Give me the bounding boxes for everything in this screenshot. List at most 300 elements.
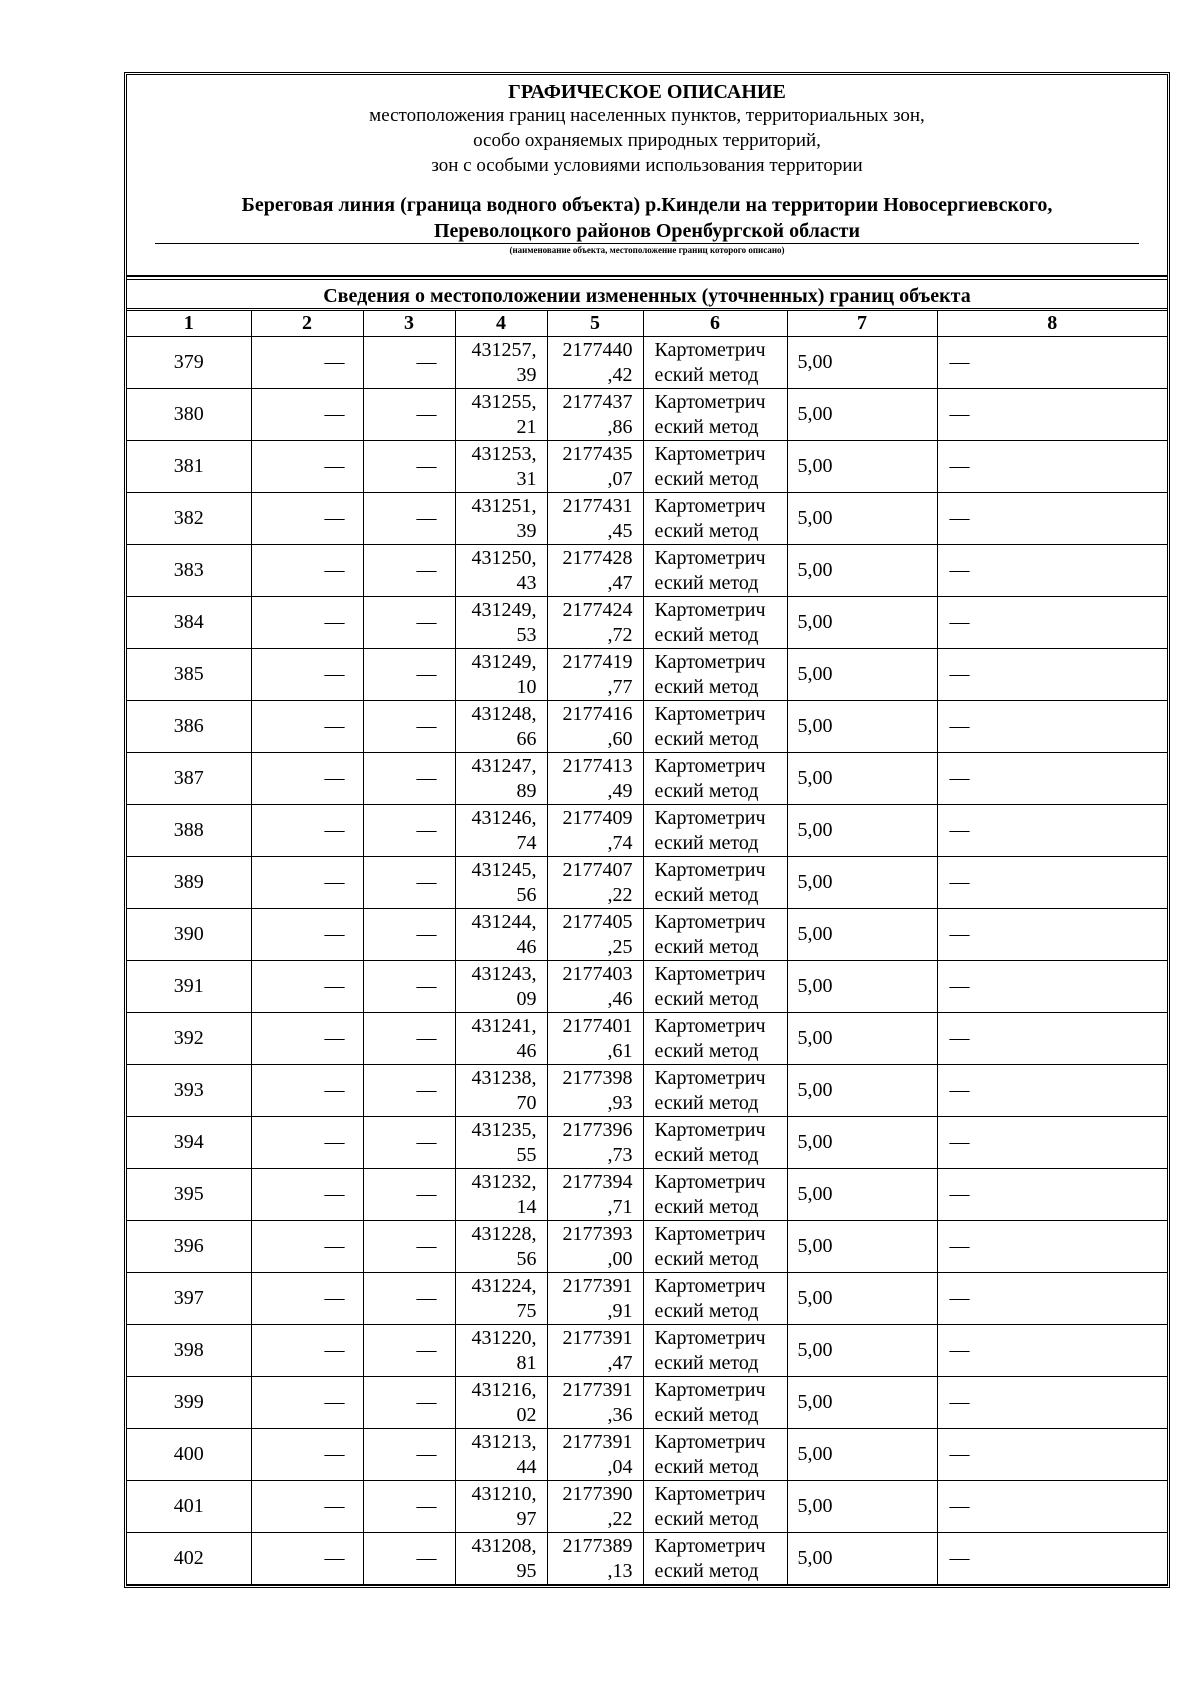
coord-x-part: 431250, — [471, 546, 537, 569]
point-number: 393 — [127, 1065, 251, 1117]
coord-y-cell — [547, 493, 643, 545]
coord-y-part: ,86 — [607, 415, 633, 438]
method-cell — [643, 493, 787, 545]
point-number: 381 — [127, 441, 251, 493]
empty-cell: — — [937, 1013, 1167, 1065]
method-text: Картометрич — [654, 1170, 766, 1193]
method-text: еский метод — [654, 675, 759, 698]
empty-cell: — — [251, 1013, 363, 1065]
coord-x-cell — [455, 1377, 547, 1429]
coord-y-part: ,47 — [607, 571, 633, 594]
object-name-line-2: Переволоцкого районов Оренбургской области — [433, 220, 861, 242]
coord-y-part: 2177394 — [562, 1170, 633, 1193]
method-cell — [643, 1117, 787, 1169]
empty-cell: — — [363, 389, 455, 441]
coord-x-cell — [455, 1429, 547, 1481]
column-number: 8 — [937, 311, 1167, 337]
coord-x-part: 81 — [516, 1351, 537, 1374]
method-text: еский метод — [654, 363, 759, 386]
coord-y-part: 2177424 — [562, 598, 633, 621]
coord-x-cell — [455, 1481, 547, 1533]
accuracy-cell: 5,00 — [787, 961, 937, 1013]
method-text: Картометрич — [654, 1378, 766, 1401]
empty-cell: — — [251, 805, 363, 857]
coord-y-part: 2177416 — [562, 702, 633, 725]
empty-cell: — — [363, 1169, 455, 1221]
coord-y-cell — [547, 441, 643, 493]
point-number: 400 — [127, 1429, 251, 1481]
coord-x-part: 56 — [516, 883, 537, 906]
point-number: 380 — [127, 389, 251, 441]
empty-cell: — — [937, 597, 1167, 649]
coord-x-cell — [455, 649, 547, 701]
accuracy-cell: 5,00 — [787, 1273, 937, 1325]
empty-cell: — — [251, 701, 363, 753]
coord-x-part: 431251, — [471, 494, 537, 517]
coord-y-part: 2177405 — [562, 910, 633, 933]
empty-cell: — — [363, 1377, 455, 1429]
coord-x-part: 89 — [516, 779, 537, 802]
table-row — [127, 1013, 1167, 1065]
coord-y-part: ,93 — [607, 1091, 633, 1114]
method-text: еский метод — [654, 1091, 759, 1114]
coord-y-cell — [547, 753, 643, 805]
column-number: 7 — [787, 311, 937, 337]
coord-x-part: 66 — [516, 727, 537, 750]
method-cell — [643, 597, 787, 649]
point-number: 392 — [127, 1013, 251, 1065]
coord-x-part: 55 — [516, 1143, 537, 1166]
coord-y-part: 2177403 — [562, 962, 633, 985]
empty-cell: — — [937, 493, 1167, 545]
coord-y-part: 2177391 — [562, 1430, 633, 1453]
accuracy-cell: 5,00 — [787, 1481, 937, 1533]
point-number: 398 — [127, 1325, 251, 1377]
method-text: еский метод — [654, 571, 759, 594]
column-number-row — [127, 311, 1167, 337]
coord-y-cell — [547, 857, 643, 909]
coord-y-cell — [547, 1429, 643, 1481]
table-row — [127, 857, 1167, 909]
coord-x-part: 431224, — [471, 1274, 537, 1297]
coord-x-part: 431232, — [471, 1170, 537, 1193]
empty-cell: — — [937, 441, 1167, 493]
coord-x-part: 74 — [516, 831, 537, 854]
coord-x-part: 431245, — [471, 858, 537, 881]
empty-cell: — — [363, 857, 455, 909]
table-row — [127, 753, 1167, 805]
coord-y-cell — [547, 1065, 643, 1117]
method-cell — [643, 649, 787, 701]
coord-x-part: 431243, — [471, 962, 537, 985]
coord-x-part: 75 — [516, 1299, 537, 1322]
accuracy-cell: 5,00 — [787, 493, 937, 545]
accuracy-cell: 5,00 — [787, 701, 937, 753]
coord-x-cell — [455, 805, 547, 857]
coord-y-part: 2177389 — [562, 1534, 633, 1557]
empty-cell: — — [363, 337, 455, 389]
empty-cell: — — [251, 337, 363, 389]
empty-cell: — — [937, 1533, 1167, 1585]
empty-cell: — — [251, 1325, 363, 1377]
method-text: Картометрич — [654, 1326, 766, 1349]
coord-y-part: 2177431 — [562, 494, 633, 517]
coord-x-part: 46 — [516, 1039, 537, 1062]
coord-x-part: 46 — [516, 935, 537, 958]
accuracy-cell: 5,00 — [787, 1117, 937, 1169]
empty-cell: — — [937, 1429, 1167, 1481]
table-row — [127, 1117, 1167, 1169]
table-body — [127, 311, 1167, 1585]
empty-cell: — — [937, 961, 1167, 1013]
method-text: еский метод — [654, 1143, 759, 1166]
empty-cell: — — [363, 1429, 455, 1481]
method-cell — [643, 961, 787, 1013]
empty-cell: — — [937, 1325, 1167, 1377]
coord-y-part: ,71 — [607, 1195, 633, 1218]
coord-x-part: 431210, — [471, 1482, 537, 1505]
coord-x-part: 431248, — [471, 702, 537, 725]
point-number: 382 — [127, 493, 251, 545]
empty-cell: — — [937, 649, 1167, 701]
empty-cell: — — [251, 1169, 363, 1221]
empty-cell: — — [251, 1429, 363, 1481]
empty-cell: — — [937, 545, 1167, 597]
table-row — [127, 909, 1167, 961]
method-cell — [643, 1169, 787, 1221]
method-cell — [643, 909, 787, 961]
method-cell — [643, 1065, 787, 1117]
coord-x-part: 14 — [516, 1195, 537, 1218]
coord-y-part: 2177435 — [562, 442, 633, 465]
coord-x-part: 431249, — [471, 598, 537, 621]
table-row — [127, 701, 1167, 753]
document-title: ГРАФИЧЕСКОЕ ОПИСАНИЕ — [508, 81, 786, 103]
coord-x-cell — [455, 389, 547, 441]
coord-x-part: 39 — [516, 363, 537, 386]
coord-y-part: ,00 — [607, 1247, 633, 1270]
table-row — [127, 1533, 1167, 1585]
table-row — [127, 1169, 1167, 1221]
coord-x-part: 431220, — [471, 1326, 537, 1349]
point-number: 390 — [127, 909, 251, 961]
empty-cell: — — [937, 389, 1167, 441]
point-number: 389 — [127, 857, 251, 909]
empty-cell: — — [363, 1065, 455, 1117]
point-number: 384 — [127, 597, 251, 649]
method-cell — [643, 701, 787, 753]
empty-cell: — — [937, 1221, 1167, 1273]
method-cell — [643, 805, 787, 857]
accuracy-cell: 5,00 — [787, 753, 937, 805]
coord-x-part: 39 — [516, 519, 537, 542]
empty-cell: — — [937, 753, 1167, 805]
coord-y-part: 2177401 — [562, 1014, 633, 1037]
empty-cell: — — [363, 805, 455, 857]
coord-x-cell — [455, 1013, 547, 1065]
coord-y-part: 2177391 — [562, 1378, 633, 1401]
coord-y-part: ,13 — [607, 1559, 633, 1582]
table-row — [127, 1429, 1167, 1481]
column-number: 2 — [251, 311, 363, 337]
method-text: еский метод — [654, 623, 759, 646]
method-text: еский метод — [654, 519, 759, 542]
method-text: еский метод — [654, 467, 759, 490]
coord-x-cell — [455, 1533, 547, 1585]
coord-y-cell — [547, 1221, 643, 1273]
method-cell — [643, 337, 787, 389]
point-number: 399 — [127, 1377, 251, 1429]
coord-y-part: 2177398 — [562, 1066, 633, 1089]
accuracy-cell: 5,00 — [787, 337, 937, 389]
coord-x-part: 431247, — [471, 754, 537, 777]
table-row — [127, 1377, 1167, 1429]
empty-cell: — — [363, 1273, 455, 1325]
method-text: Картометрич — [654, 1274, 766, 1297]
coord-y-part: ,07 — [607, 467, 633, 490]
subtitle-line-3: зон с особыми условиями использования территории — [431, 155, 863, 176]
coord-x-cell — [455, 857, 547, 909]
coord-x-cell — [455, 1117, 547, 1169]
coord-y-cell — [547, 337, 643, 389]
coord-y-part: 2177391 — [562, 1274, 633, 1297]
method-text: Картометрич — [654, 858, 766, 881]
method-text: Картометрич — [654, 962, 766, 985]
coord-y-cell — [547, 389, 643, 441]
method-text: Картометрич — [654, 1118, 766, 1141]
coord-x-part: 431244, — [471, 910, 537, 933]
coord-x-part: 431213, — [471, 1430, 537, 1453]
coord-y-cell — [547, 961, 643, 1013]
coord-y-part: ,36 — [607, 1403, 633, 1426]
table-row — [127, 1273, 1167, 1325]
coord-y-part: ,22 — [607, 883, 633, 906]
method-text: Картометрич — [654, 806, 766, 829]
method-text: Картометрич — [654, 1222, 766, 1245]
empty-cell: — — [251, 1221, 363, 1273]
coord-y-cell — [547, 1013, 643, 1065]
column-number: 1 — [127, 311, 251, 337]
coordinates-table — [127, 311, 1167, 1585]
coord-y-cell — [547, 909, 643, 961]
column-number: 5 — [547, 311, 643, 337]
method-text: Картометрич — [654, 338, 766, 361]
table-row — [127, 1325, 1167, 1377]
table-row — [127, 649, 1167, 701]
coord-x-cell — [455, 1273, 547, 1325]
coord-x-cell — [455, 545, 547, 597]
empty-cell: — — [251, 545, 363, 597]
point-number: 386 — [127, 701, 251, 753]
table-row — [127, 597, 1167, 649]
coord-x-part: 31 — [516, 467, 537, 490]
accuracy-cell: 5,00 — [787, 857, 937, 909]
coord-y-part: ,77 — [607, 675, 633, 698]
coord-y-cell — [547, 1377, 643, 1429]
method-text: еский метод — [654, 987, 759, 1010]
coord-y-cell — [547, 1117, 643, 1169]
point-number: 401 — [127, 1481, 251, 1533]
coord-x-cell — [455, 753, 547, 805]
point-number: 379 — [127, 337, 251, 389]
object-name-note: (наименование объекта, местоположение границ которого описано) — [509, 245, 785, 255]
coord-x-cell — [455, 1169, 547, 1221]
accuracy-cell: 5,00 — [787, 597, 937, 649]
method-text: Картометрич — [654, 910, 766, 933]
coord-y-part: ,73 — [607, 1143, 633, 1166]
empty-cell: — — [937, 857, 1167, 909]
coord-y-cell — [547, 805, 643, 857]
method-cell — [643, 441, 787, 493]
coord-x-part: 53 — [516, 623, 537, 646]
accuracy-cell: 5,00 — [787, 1221, 937, 1273]
table-row — [127, 961, 1167, 1013]
method-cell — [643, 857, 787, 909]
coord-y-cell — [547, 1481, 643, 1533]
empty-cell: — — [363, 961, 455, 1013]
accuracy-cell: 5,00 — [787, 1169, 937, 1221]
table-row — [127, 337, 1167, 389]
empty-cell: — — [251, 961, 363, 1013]
empty-cell: — — [937, 1273, 1167, 1325]
coord-y-part: 2177393 — [562, 1222, 633, 1245]
coord-y-part: 2177419 — [562, 650, 633, 673]
column-number: 4 — [455, 311, 547, 337]
coord-x-part: 431255, — [471, 390, 537, 413]
method-cell — [643, 1273, 787, 1325]
coord-y-part: ,04 — [607, 1455, 633, 1478]
coord-x-part: 09 — [516, 987, 537, 1010]
coord-x-part: 431238, — [471, 1066, 537, 1089]
coord-x-cell — [455, 597, 547, 649]
coord-x-cell — [455, 441, 547, 493]
coord-y-cell — [547, 701, 643, 753]
coord-y-part: ,49 — [607, 779, 633, 802]
coord-x-part: 97 — [516, 1507, 537, 1530]
empty-cell: — — [363, 493, 455, 545]
coord-x-part: 431257, — [471, 338, 537, 361]
point-number: 402 — [127, 1533, 251, 1585]
method-cell — [643, 1013, 787, 1065]
coord-x-part: 431246, — [471, 806, 537, 829]
empty-cell: — — [251, 909, 363, 961]
coord-y-part: 2177437 — [562, 390, 633, 413]
coord-y-part: 2177440 — [562, 338, 633, 361]
coord-y-part: ,61 — [607, 1039, 633, 1062]
table-row — [127, 1221, 1167, 1273]
section-title: Сведения о местоположении измененных (уточненных) границ объекта — [127, 279, 1167, 311]
empty-cell: — — [251, 649, 363, 701]
coord-x-part: 10 — [516, 675, 537, 698]
table-row — [127, 389, 1167, 441]
coord-y-part: 2177396 — [562, 1118, 633, 1141]
accuracy-cell: 5,00 — [787, 545, 937, 597]
method-text: Картометрич — [654, 390, 766, 413]
method-text: Картометрич — [654, 494, 766, 517]
coord-x-part: 70 — [516, 1091, 537, 1114]
empty-cell: — — [363, 909, 455, 961]
coord-x-part: 95 — [516, 1559, 537, 1582]
method-text: еский метод — [654, 1559, 759, 1582]
empty-cell: — — [937, 701, 1167, 753]
accuracy-cell: 5,00 — [787, 805, 937, 857]
coord-y-part: ,91 — [607, 1299, 633, 1322]
coord-x-part: 21 — [516, 415, 537, 438]
method-text: еский метод — [654, 1403, 759, 1426]
empty-cell: — — [363, 597, 455, 649]
coord-x-cell — [455, 1065, 547, 1117]
table-row — [127, 1065, 1167, 1117]
method-cell — [643, 753, 787, 805]
object-underline — [155, 243, 1139, 244]
method-cell — [643, 1377, 787, 1429]
coord-y-part: ,42 — [607, 363, 633, 386]
empty-cell: — — [363, 545, 455, 597]
coord-x-cell — [455, 961, 547, 1013]
coord-y-cell — [547, 1169, 643, 1221]
method-text: Картометрич — [654, 1066, 766, 1089]
method-text: Картометрич — [654, 650, 766, 673]
empty-cell: — — [363, 649, 455, 701]
empty-cell: — — [363, 1481, 455, 1533]
empty-cell: — — [937, 1065, 1167, 1117]
point-number: 387 — [127, 753, 251, 805]
empty-cell: — — [363, 1533, 455, 1585]
empty-cell: — — [363, 1013, 455, 1065]
coord-x-cell — [455, 337, 547, 389]
empty-cell: — — [363, 441, 455, 493]
accuracy-cell: 5,00 — [787, 1013, 937, 1065]
empty-cell: — — [937, 909, 1167, 961]
coord-y-part: 2177407 — [562, 858, 633, 881]
accuracy-cell: 5,00 — [787, 1533, 937, 1585]
empty-cell: — — [363, 701, 455, 753]
document-frame — [124, 72, 1170, 1588]
coord-x-part: 431216, — [471, 1378, 537, 1401]
coord-y-cell — [547, 597, 643, 649]
coord-y-part: ,47 — [607, 1351, 633, 1374]
accuracy-cell: 5,00 — [787, 441, 937, 493]
empty-cell: — — [937, 805, 1167, 857]
method-text: Картометрич — [654, 1534, 766, 1557]
empty-cell: — — [937, 1169, 1167, 1221]
coord-x-part: 431249, — [471, 650, 537, 673]
point-number: 395 — [127, 1169, 251, 1221]
empty-cell: — — [251, 441, 363, 493]
coord-x-part: 431253, — [471, 442, 537, 465]
document-header — [127, 75, 1167, 277]
coord-x-cell — [455, 701, 547, 753]
accuracy-cell: 5,00 — [787, 1377, 937, 1429]
object-name-line-1: Береговая линия (граница водного объекта) р.Киндели на территории Новосергиевского, — [241, 194, 1053, 216]
subtitle-line-2: особо охраняемых природных территорий, — [473, 130, 821, 151]
coord-y-part: ,74 — [607, 831, 633, 854]
coord-y-part: 2177391 — [562, 1326, 633, 1349]
coord-y-part: 2177428 — [562, 546, 633, 569]
point-number: 394 — [127, 1117, 251, 1169]
method-text: еский метод — [654, 883, 759, 906]
coord-x-part: 56 — [516, 1247, 537, 1270]
empty-cell: — — [251, 1273, 363, 1325]
coord-x-part: 431208, — [471, 1534, 537, 1557]
table-row — [127, 805, 1167, 857]
method-text: Картометрич — [654, 754, 766, 777]
empty-cell: — — [251, 1117, 363, 1169]
accuracy-cell: 5,00 — [787, 1429, 937, 1481]
method-cell — [643, 1533, 787, 1585]
empty-cell: — — [937, 337, 1167, 389]
coord-y-part: 2177413 — [562, 754, 633, 777]
